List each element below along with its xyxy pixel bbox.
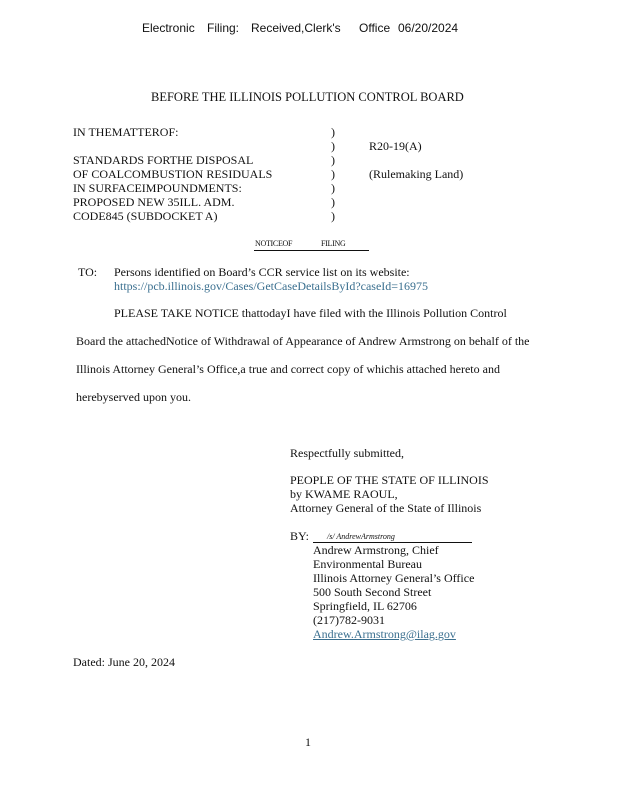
body-line-4: herebyserved upon you. [76,390,191,404]
sig-line-5: Springfield, IL 62706 [313,599,417,613]
stamp-word-office: Office [359,21,391,35]
case-type: (Rulemaking Land) [369,167,464,181]
caption-paren-2: ) [331,139,335,153]
caption-paren-1: ) [331,125,335,139]
board-title: BEFORE THE ILLINOIS POLLUTION CONTROL BOARD [151,90,464,104]
matter-label: IN THEMATTEROF: [73,125,179,139]
stamp-word-filing: Filing: [207,21,240,35]
service-list-link[interactable]: https://pcb.illinois.gov/Cases/GetCaseDetailsById?caseId=16975 [114,279,429,293]
notice-heading-right: FILING [321,239,346,248]
ag-title-line: Attorney General of the State of Illinois [290,501,482,515]
caption-paren-5: ) [331,181,335,195]
caption-line-5: CODE845 (SUBDOCKET A) [73,209,218,223]
caption-line-1: STANDARDS FORTHE DISPOSAL [73,153,254,167]
body-line-2: Board the attachedNotice of Withdrawal of Appearance of Andrew Armstrong on behalf of the [76,334,530,348]
dated-line: Dated: June 20, 2024 [73,655,175,669]
stamp-word-received: Received,Clerk's [251,21,341,35]
caption-paren-7: ) [331,209,335,223]
notice-heading-left: NOTICEOF [255,239,293,248]
sig-line-4: 500 South Second Street [313,585,432,599]
to-text: Persons identified on Board’s CCR service list on its website: [114,265,410,279]
sig-line-2: Environmental Bureau [313,557,422,571]
electronic-signature: /s/ AndrewArmstrong [327,532,395,541]
sig-line-6: (217)782-9031 [313,613,385,627]
email-link[interactable]: Andrew.Armstrong@ilag.gov [313,627,456,641]
caption-line-3: IN SURFACEIMPOUNDMENTS: [73,181,242,195]
caption-line-4: PROPOSED NEW 35ILL. ADM. [73,195,235,209]
caption-paren-6: ) [331,195,335,209]
sig-line-1: Andrew Armstrong, Chief [313,543,439,557]
body-line-3: Illinois Attorney General’s Office,a true and correct copy of whichis attached hereto and [76,362,500,376]
page-number: 1 [305,735,311,749]
case-number: R20-19(A) [369,139,422,153]
notice-heading-underline [254,250,369,251]
body-line-1: PLEASE TAKE NOTICE thattodayI have filed with the Illinois Pollution Control [114,306,507,320]
stamp-word-electronic: Electronic [142,21,195,35]
caption-line-2: OF COALCOMBUSTION RESIDUALS [73,167,273,181]
caption-paren-3: ) [331,153,335,167]
people-line: PEOPLE OF THE STATE OF ILLINOIS [290,473,489,487]
caption-paren-4: ) [331,167,335,181]
by-label: BY: [290,529,309,543]
to-label: TO: [78,265,98,279]
sig-line-3: Illinois Attorney General’s Office [313,571,475,585]
closing: Respectfully submitted, [290,446,404,460]
stamp-date: 06/20/2024 [398,21,459,35]
by-name-line: by KWAME RAOUL, [290,487,398,501]
